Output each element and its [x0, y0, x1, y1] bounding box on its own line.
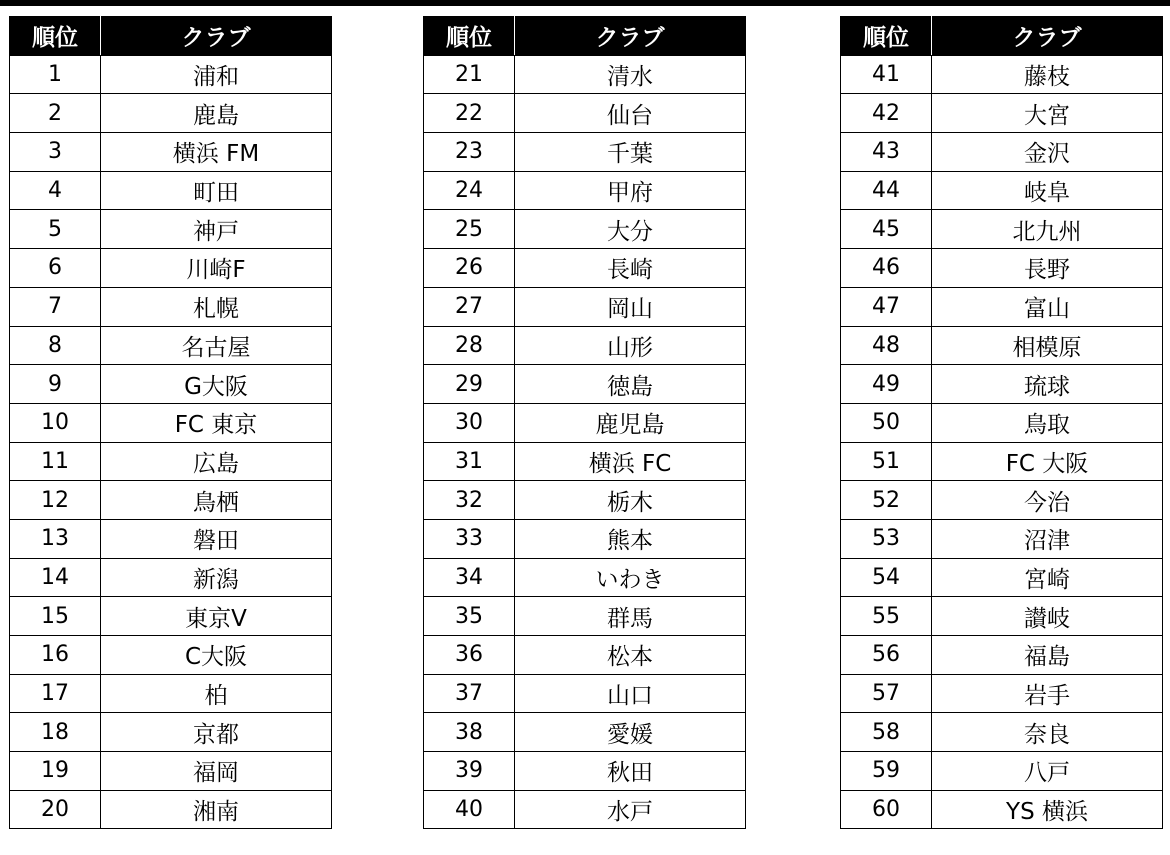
table-row — [424, 171, 746, 210]
club-cell: 湘南 — [101, 790, 332, 829]
ranking-table-1 — [9, 16, 332, 829]
table-row — [424, 55, 746, 94]
rank-cell: 55 — [841, 597, 932, 636]
rank-column-header: 順位 — [10, 17, 101, 56]
rank-cell: 26 — [424, 249, 515, 288]
rank-cell: 57 — [841, 674, 932, 713]
table-row — [424, 249, 746, 288]
table-row — [10, 403, 332, 442]
table-row — [10, 210, 332, 249]
table-row — [10, 287, 332, 326]
table-row — [424, 558, 746, 597]
table-row — [10, 442, 332, 481]
table-header-row — [424, 17, 746, 56]
table-row — [10, 326, 332, 365]
club-column-header: クラブ — [932, 17, 1163, 56]
table-row — [10, 133, 332, 172]
club-cell: 長野 — [932, 249, 1163, 288]
rank-cell: 24 — [424, 171, 515, 210]
rank-cell: 60 — [841, 790, 932, 829]
rank-cell: 45 — [841, 210, 932, 249]
rank-cell: 36 — [424, 636, 515, 675]
club-cell: 岩手 — [932, 674, 1163, 713]
rank-cell: 42 — [841, 94, 932, 133]
table-row — [841, 287, 1163, 326]
club-cell: 栃木 — [515, 481, 746, 520]
rank-cell: 7 — [10, 287, 101, 326]
rank-cell: 14 — [10, 558, 101, 597]
ranking-table-2 — [423, 16, 746, 829]
club-cell: 八戸 — [932, 752, 1163, 791]
table-row — [841, 519, 1163, 558]
table-row — [841, 210, 1163, 249]
club-cell: 札幌 — [101, 287, 332, 326]
rank-cell: 11 — [10, 442, 101, 481]
table-row — [424, 519, 746, 558]
rank-cell: 54 — [841, 558, 932, 597]
club-cell: 町田 — [101, 171, 332, 210]
rank-cell: 29 — [424, 365, 515, 404]
club-cell: 愛媛 — [515, 713, 746, 752]
club-cell: 相模原 — [932, 326, 1163, 365]
table-row — [841, 365, 1163, 404]
table-row — [10, 752, 332, 791]
rank-cell: 53 — [841, 519, 932, 558]
rank-cell: 16 — [10, 636, 101, 675]
rank-cell: 17 — [10, 674, 101, 713]
rank-cell: 52 — [841, 481, 932, 520]
table-row — [10, 481, 332, 520]
rank-cell: 3 — [10, 133, 101, 172]
table-row — [10, 636, 332, 675]
table-row — [841, 403, 1163, 442]
rank-cell: 47 — [841, 287, 932, 326]
table-row — [424, 713, 746, 752]
club-cell: 水戸 — [515, 790, 746, 829]
rank-cell: 28 — [424, 326, 515, 365]
club-cell: 琉球 — [932, 365, 1163, 404]
rank-column-header: 順位 — [424, 17, 515, 56]
table-row — [424, 210, 746, 249]
table-row — [10, 365, 332, 404]
club-cell: 鳥取 — [932, 403, 1163, 442]
rank-cell: 30 — [424, 403, 515, 442]
table-row — [10, 790, 332, 829]
club-cell: 鹿児島 — [515, 403, 746, 442]
club-cell: 藤枝 — [932, 55, 1163, 94]
rank-cell: 27 — [424, 287, 515, 326]
rank-cell: 51 — [841, 442, 932, 481]
club-cell: 松本 — [515, 636, 746, 675]
ranking-table-body — [10, 55, 332, 829]
club-cell: C大阪 — [101, 636, 332, 675]
club-cell: 徳島 — [515, 365, 746, 404]
table-header-row — [10, 17, 332, 56]
club-cell: 山形 — [515, 326, 746, 365]
table-row — [10, 558, 332, 597]
table-row — [841, 752, 1163, 791]
club-cell: FC 大阪 — [932, 442, 1163, 481]
rank-cell: 32 — [424, 481, 515, 520]
rank-cell: 2 — [10, 94, 101, 133]
rank-cell: 13 — [10, 519, 101, 558]
club-cell: YS 横浜 — [932, 790, 1163, 829]
club-cell: 讃岐 — [932, 597, 1163, 636]
club-cell: 長崎 — [515, 249, 746, 288]
club-cell: 今治 — [932, 481, 1163, 520]
table-row — [10, 171, 332, 210]
club-cell: 鳥栖 — [101, 481, 332, 520]
rank-cell: 34 — [424, 558, 515, 597]
club-cell: いわき — [515, 558, 746, 597]
rank-cell: 38 — [424, 713, 515, 752]
table-row — [841, 481, 1163, 520]
club-cell: 福島 — [932, 636, 1163, 675]
table-row — [841, 790, 1163, 829]
club-cell: 浦和 — [101, 55, 332, 94]
table-row — [841, 558, 1163, 597]
club-cell: FC 東京 — [101, 403, 332, 442]
club-cell: 秋田 — [515, 752, 746, 791]
ranking-table-body — [841, 55, 1163, 829]
club-cell: 富山 — [932, 287, 1163, 326]
rank-cell: 1 — [10, 55, 101, 94]
club-cell: 金沢 — [932, 133, 1163, 172]
club-cell: 広島 — [101, 442, 332, 481]
club-cell: 東京V — [101, 597, 332, 636]
club-cell: 鹿島 — [101, 94, 332, 133]
rank-cell: 50 — [841, 403, 932, 442]
table-row — [10, 597, 332, 636]
table-row — [841, 94, 1163, 133]
rank-cell: 15 — [10, 597, 101, 636]
rank-cell: 56 — [841, 636, 932, 675]
club-cell: 福岡 — [101, 752, 332, 791]
club-cell: 甲府 — [515, 171, 746, 210]
club-cell: 磐田 — [101, 519, 332, 558]
club-cell: 名古屋 — [101, 326, 332, 365]
rank-cell: 23 — [424, 133, 515, 172]
rank-cell: 33 — [424, 519, 515, 558]
club-cell: 北九州 — [932, 210, 1163, 249]
table-row — [424, 442, 746, 481]
club-cell: 新潟 — [101, 558, 332, 597]
club-cell: 大宮 — [932, 94, 1163, 133]
rank-cell: 25 — [424, 210, 515, 249]
rank-cell: 6 — [10, 249, 101, 288]
rank-cell: 49 — [841, 365, 932, 404]
club-cell: 京都 — [101, 713, 332, 752]
top-border-bar — [0, 0, 1170, 6]
rank-cell: 21 — [424, 55, 515, 94]
table-row — [424, 752, 746, 791]
table-row — [10, 674, 332, 713]
table-row — [841, 674, 1163, 713]
club-cell: 群馬 — [515, 597, 746, 636]
table-row — [841, 326, 1163, 365]
club-cell: 川崎F — [101, 249, 332, 288]
ranking-table-3 — [840, 16, 1163, 829]
ranking-table-body — [424, 55, 746, 829]
rank-cell: 41 — [841, 55, 932, 94]
club-cell: 横浜 FM — [101, 133, 332, 172]
table-row — [424, 326, 746, 365]
table-row — [424, 597, 746, 636]
rank-cell: 10 — [10, 403, 101, 442]
table-row — [10, 713, 332, 752]
table-row — [424, 403, 746, 442]
club-cell: 清水 — [515, 55, 746, 94]
table-row — [841, 55, 1163, 94]
rank-cell: 12 — [10, 481, 101, 520]
rank-cell: 18 — [10, 713, 101, 752]
table-row — [424, 287, 746, 326]
rank-cell: 40 — [424, 790, 515, 829]
rank-cell: 43 — [841, 133, 932, 172]
table-row — [10, 55, 332, 94]
rank-cell: 4 — [10, 171, 101, 210]
rank-cell: 19 — [10, 752, 101, 791]
club-column-header: クラブ — [515, 17, 746, 56]
table-row — [10, 249, 332, 288]
club-cell: G大阪 — [101, 365, 332, 404]
table-row — [424, 790, 746, 829]
rank-cell: 9 — [10, 365, 101, 404]
table-row — [424, 481, 746, 520]
table-row — [841, 597, 1163, 636]
club-cell: 神戸 — [101, 210, 332, 249]
table-header-row — [841, 17, 1163, 56]
table-row — [10, 519, 332, 558]
club-cell: 柏 — [101, 674, 332, 713]
rank-cell: 20 — [10, 790, 101, 829]
table-row — [424, 674, 746, 713]
table-row — [841, 249, 1163, 288]
rank-cell: 5 — [10, 210, 101, 249]
rank-column-header: 順位 — [841, 17, 932, 56]
table-row — [841, 713, 1163, 752]
table-row — [841, 442, 1163, 481]
table-row — [424, 133, 746, 172]
rank-cell: 31 — [424, 442, 515, 481]
club-cell: 宮崎 — [932, 558, 1163, 597]
club-cell: 山口 — [515, 674, 746, 713]
rank-cell: 44 — [841, 171, 932, 210]
rank-cell: 22 — [424, 94, 515, 133]
rank-cell: 8 — [10, 326, 101, 365]
club-cell: 岡山 — [515, 287, 746, 326]
rank-cell: 48 — [841, 326, 932, 365]
club-cell: 熊本 — [515, 519, 746, 558]
table-row — [841, 133, 1163, 172]
table-row — [841, 636, 1163, 675]
table-row — [841, 171, 1163, 210]
table-row — [10, 94, 332, 133]
club-cell: 千葉 — [515, 133, 746, 172]
club-cell: 奈良 — [932, 713, 1163, 752]
club-column-header: クラブ — [101, 17, 332, 56]
rank-cell: 58 — [841, 713, 932, 752]
rank-cell: 59 — [841, 752, 932, 791]
club-cell: 沼津 — [932, 519, 1163, 558]
rank-cell: 39 — [424, 752, 515, 791]
table-row — [424, 94, 746, 133]
club-cell: 大分 — [515, 210, 746, 249]
rank-cell: 35 — [424, 597, 515, 636]
club-cell: 仙台 — [515, 94, 746, 133]
table-row — [424, 636, 746, 675]
table-row — [424, 365, 746, 404]
rank-cell: 37 — [424, 674, 515, 713]
club-cell: 横浜 FC — [515, 442, 746, 481]
rank-cell: 46 — [841, 249, 932, 288]
club-cell: 岐阜 — [932, 171, 1163, 210]
